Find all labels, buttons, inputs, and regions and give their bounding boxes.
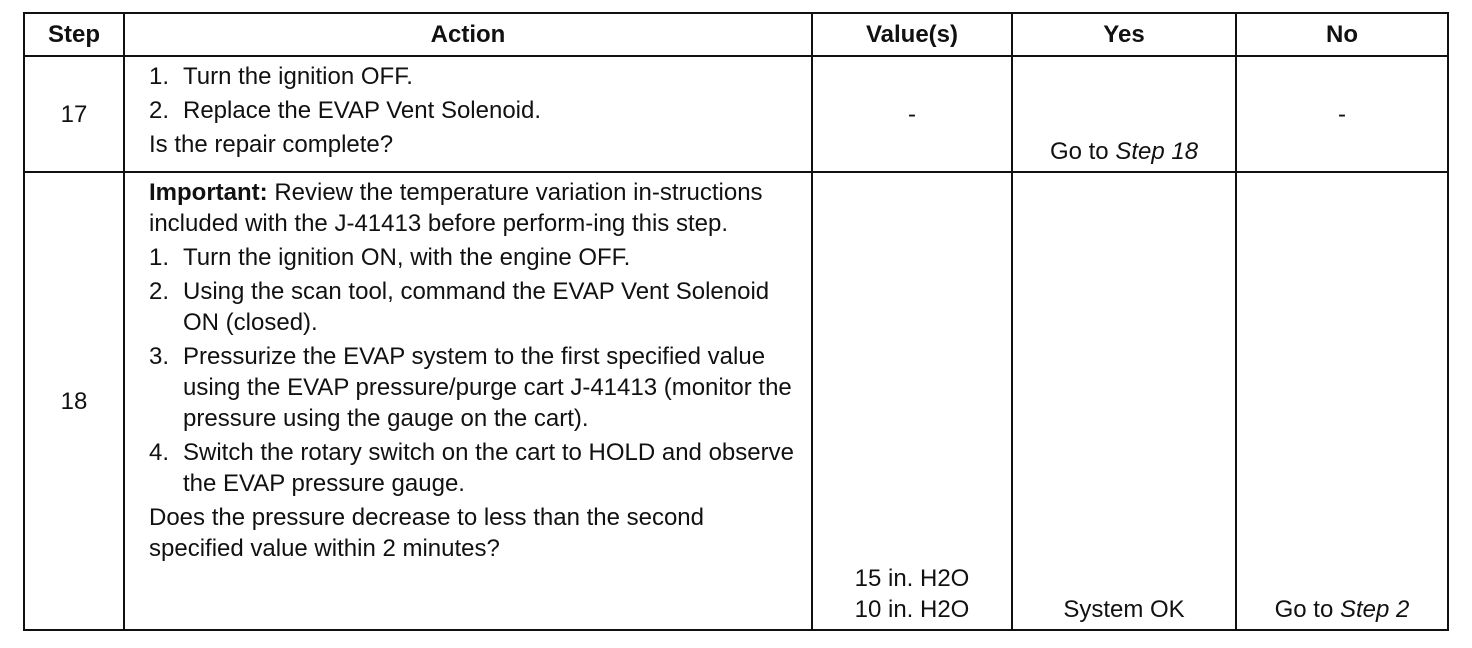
- item-number: 4.: [149, 439, 170, 466]
- action-item: [149, 95, 801, 126]
- action-cell: [124, 172, 812, 630]
- value-cell: [812, 172, 1012, 630]
- diagnostic-table: [23, 12, 1449, 631]
- no-cell: -: [1236, 56, 1448, 172]
- action-item: [149, 276, 801, 338]
- table-row-step-18: [24, 172, 1448, 630]
- yes-prefix: Go to: [1049, 138, 1116, 165]
- important-note: [149, 177, 801, 239]
- first-specified-value: 15 in. H2O: [854, 565, 970, 592]
- header-yes: Yes: [1012, 13, 1236, 56]
- step-number: 18: [24, 172, 124, 630]
- item-number: 1.: [149, 244, 170, 271]
- action-item: [149, 242, 801, 273]
- action-item: [149, 341, 801, 434]
- value-cell: -: [812, 56, 1012, 172]
- no-prefix: Go to: [1274, 596, 1340, 623]
- item-text: Switch the rotary switch on the cart to HOLD and observe the EVAP pressure gauge.: [183, 439, 794, 497]
- yes-cell: System OK: [1012, 172, 1236, 630]
- item-text: Turn the ignition OFF.: [183, 63, 413, 90]
- table-row-step-17: [24, 56, 1448, 172]
- no-cell: [1236, 172, 1448, 630]
- yes-step-link: Step 18: [1115, 138, 1199, 165]
- action-item: [149, 437, 801, 499]
- important-label: Important:: [149, 179, 268, 206]
- header-action: Action: [124, 13, 812, 56]
- item-number: 2.: [149, 278, 170, 305]
- item-number: 2.: [149, 97, 170, 124]
- item-text: Using the scan tool, command the EVAP Vent Solenoid ON (closed).: [183, 278, 770, 336]
- action-cell: [124, 56, 812, 172]
- step-number: 17: [24, 56, 124, 172]
- item-text: Pressurize the EVAP system to the first specified value using the EVAP pressure/purge cart J-41413 (monitor the pressure using the gauge on the cart).: [183, 343, 792, 432]
- item-text: Turn the ignition ON, with the engine OFF.: [183, 244, 631, 271]
- item-text: Replace the EVAP Vent Solenoid.: [183, 97, 542, 124]
- action-question: Does the pressure decrease to less than the second specified value within 2 minutes?: [149, 504, 704, 562]
- header-row: [24, 13, 1448, 56]
- header-values: Value(s): [812, 13, 1012, 56]
- second-specified-value: 10 in. H2O: [854, 596, 970, 623]
- important-text: Review the temperature variation in-structions included with the J-41413 before perform-ing this step.: [149, 179, 763, 237]
- header-no: No: [1236, 13, 1448, 56]
- header-step: Step: [24, 13, 124, 56]
- item-number: 1.: [149, 63, 170, 90]
- action-item: [149, 61, 801, 92]
- no-step-link: Step 2: [1339, 596, 1410, 623]
- item-number: 3.: [149, 343, 170, 370]
- action-question: Is the repair complete?: [149, 131, 394, 158]
- yes-cell: [1012, 56, 1236, 172]
